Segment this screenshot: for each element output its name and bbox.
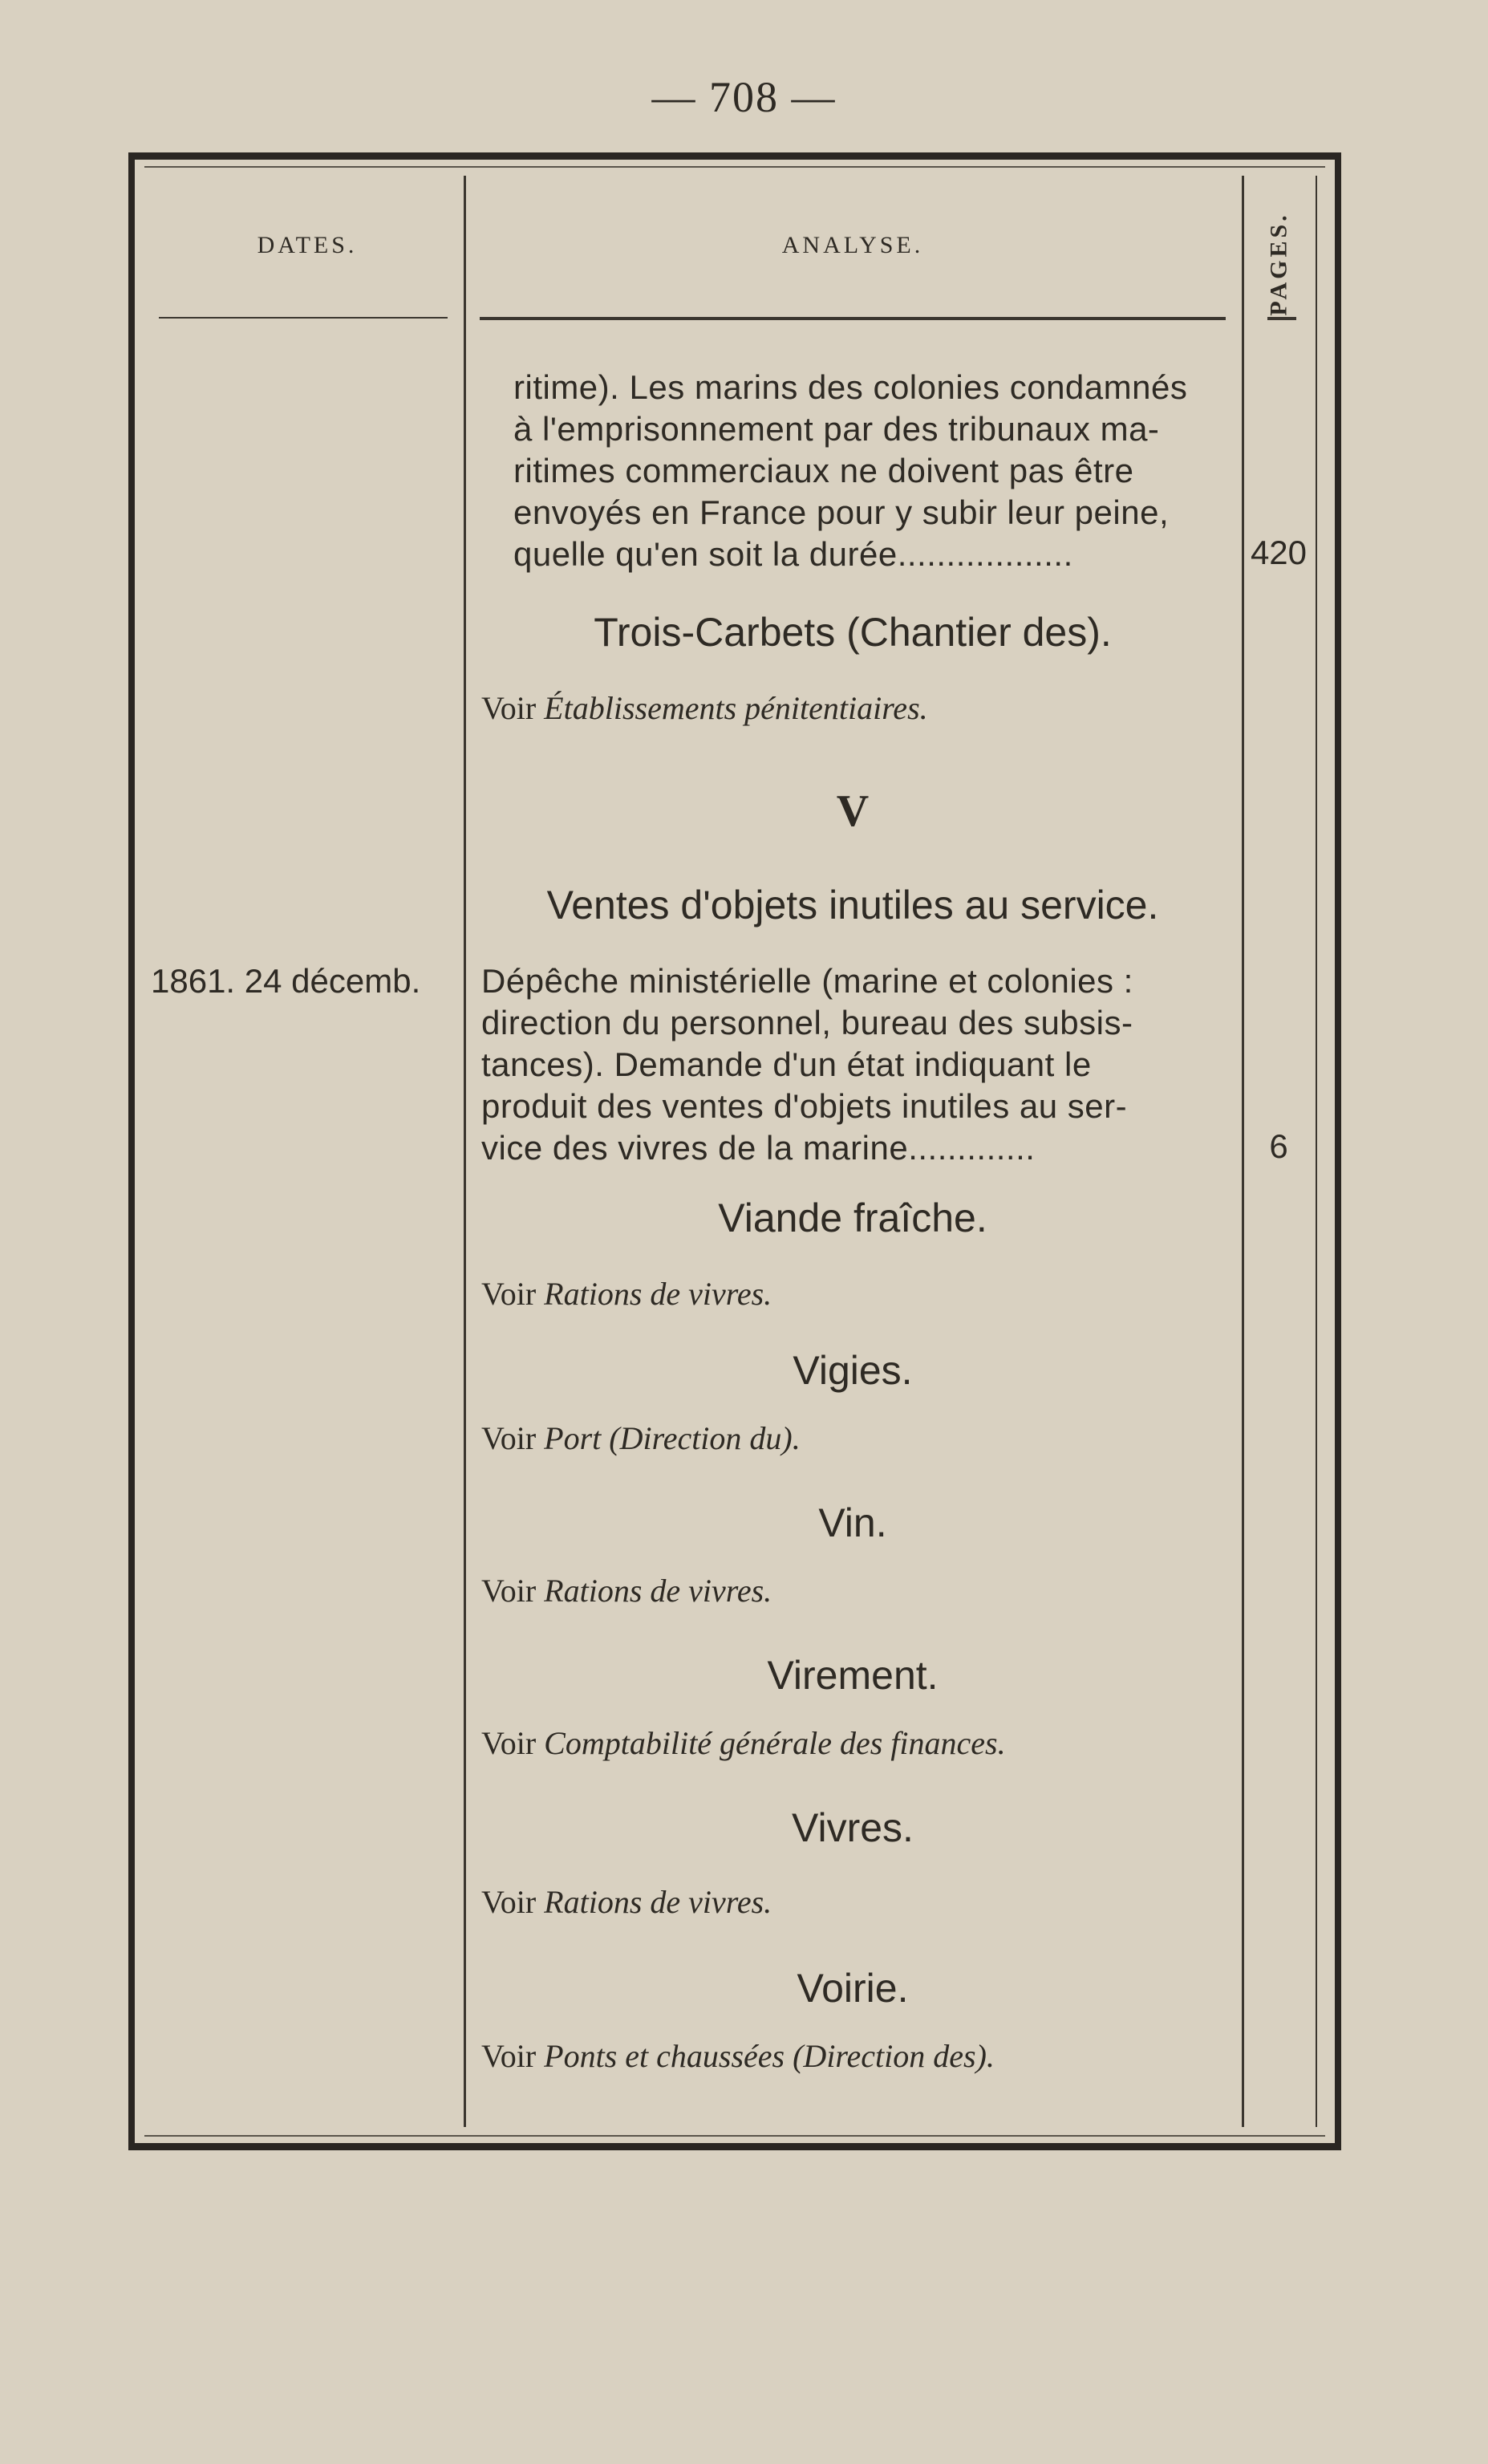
heading-vivres: Vivres. <box>792 1805 914 1850</box>
frame-inner-bottom-line <box>144 2135 1325 2137</box>
heading-ventes: Ventes d'objets inutiles au service. <box>546 883 1159 928</box>
header-pages-underline <box>1267 317 1296 320</box>
heading-vin: Vin. <box>818 1500 887 1545</box>
see-reference: Ponts et chaussées (Direction des). <box>544 2038 995 2074</box>
frame-inner-top-line <box>144 166 1325 168</box>
continuation-page-ref: 420 <box>1250 534 1308 571</box>
continuation-text: ritime). Les marins des colonies condamnés à l'emprisonnement par des tribunaux ma- ritimes commerciaux ne doivent pas être envoyés en France pour y subir leur peine, quelle qu'en soit la durée.................. <box>513 368 1188 573</box>
see-trois-carbets <box>481 689 1235 727</box>
header-analyse-underline <box>480 317 1226 320</box>
index-table <box>128 152 1341 2150</box>
see-vin <box>481 1572 1235 1610</box>
header-analyse: ANALYSE. <box>781 232 924 258</box>
see-prefix: Voir <box>481 1725 537 1761</box>
see-reference: Rations de vivres. <box>544 1573 772 1609</box>
heading-vigies: Vigies. <box>793 1348 913 1393</box>
ventes-text: Dépêche ministérielle (marine et colonies : direction du personnel, bureau des subsis- tances). Demande d'un état indiquant le produit des ventes d'objets inutiles au ser- vice des vivres de la marine............. <box>481 962 1133 1167</box>
see-prefix: Voir <box>481 1884 537 1920</box>
heading-trois-carbets: Trois-Carbets (Chantier des). <box>594 610 1112 655</box>
see-reference: Comptabilité générale des finances. <box>544 1725 1006 1761</box>
see-voirie <box>481 2037 1235 2075</box>
page-number: — 708 — <box>651 73 837 121</box>
pages-column-inner-rule <box>1316 176 1317 2127</box>
heading-virement: Virement. <box>767 1653 939 1698</box>
see-vigies <box>481 1419 1235 1457</box>
see-reference: Rations de vivres. <box>544 1276 772 1312</box>
see-prefix: Voir <box>481 690 537 726</box>
ventes-page-ref: 6 <box>1269 1127 1288 1165</box>
see-prefix: Voir <box>481 1420 537 1456</box>
see-reference: Établissements pénitentiaires. <box>544 690 928 726</box>
see-reference: Port (Direction du). <box>544 1420 801 1456</box>
see-prefix: Voir <box>481 1276 537 1312</box>
see-virement <box>481 1724 1235 1762</box>
see-viande <box>481 1275 1235 1313</box>
header-dates: DATES. <box>257 232 358 258</box>
header-pages <box>1248 200 1311 328</box>
heading-viande: Viande fraîche. <box>718 1195 987 1240</box>
see-reference: Rations de vivres. <box>544 1884 772 1920</box>
dates-column-rule <box>464 176 466 2127</box>
ventes-date: 1861. 24 décemb. <box>151 962 421 1000</box>
see-prefix: Voir <box>481 1573 537 1609</box>
header-dates-underline <box>159 317 448 319</box>
letter-heading: V <box>836 786 870 836</box>
see-vivres <box>481 1883 1235 1921</box>
header-pages-label: PAGES. <box>1266 212 1293 316</box>
see-prefix: Voir <box>481 2038 537 2074</box>
heading-voirie: Voirie. <box>797 1966 909 2011</box>
